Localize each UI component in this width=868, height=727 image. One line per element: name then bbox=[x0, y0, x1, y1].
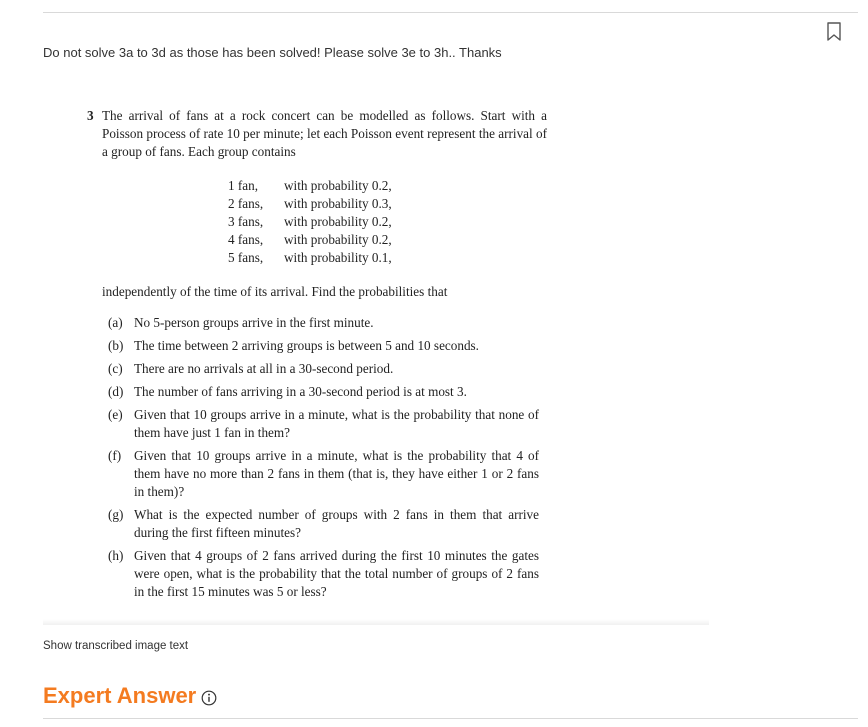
problem-outro: independently of the time of its arrival. Find the probabilities that bbox=[102, 284, 448, 299]
fan-count: 1 fan, bbox=[228, 178, 259, 193]
problem-part bbox=[108, 383, 539, 401]
problem-parts bbox=[108, 314, 539, 606]
top-divider bbox=[43, 12, 858, 13]
part-text: Given that 10 groups arrive in a minute, what is the probability that 4 of them have no more than 2 fans in them (that is, they have either 1 or 2 fans in them)? bbox=[134, 448, 539, 499]
problem-intro-text: The arrival of fans at a rock concert can be modelled as follows. Start with a Poisson process of rate 10 per minute; let each Poisson event represent the arrival of a group of fans. Each group contains bbox=[102, 108, 547, 159]
expert-answer-heading bbox=[43, 683, 217, 709]
part-text: Given that 4 groups of 2 fans arrived during the first 10 minutes the gates were open, what is the probability that the total number of groups of 2 fans in the first 15 minutes was 5 or less? bbox=[134, 548, 539, 599]
part-text: There are no arrivals at all in a 30-second period. bbox=[134, 361, 394, 376]
part-label: (b) bbox=[108, 338, 124, 353]
problem-part bbox=[108, 447, 539, 501]
info-icon[interactable] bbox=[201, 690, 217, 706]
part-text: The number of fans arriving in a 30-second period is at most 3. bbox=[134, 384, 467, 399]
fan-count: 2 fans, bbox=[228, 196, 264, 211]
part-label: (c) bbox=[108, 361, 123, 376]
part-label: (g) bbox=[108, 507, 124, 522]
fan-count: 3 fans, bbox=[228, 214, 264, 229]
part-label: (a) bbox=[108, 315, 123, 330]
image-bottom-edge bbox=[43, 619, 709, 625]
probability-value: with probability 0.1, bbox=[284, 250, 392, 265]
part-label: (f) bbox=[108, 448, 122, 463]
probability-row bbox=[228, 177, 392, 195]
bottom-divider bbox=[43, 718, 858, 719]
part-text: Given that 10 groups arrive in a minute, what is the probability that none of them have just 1 fan in them? bbox=[134, 407, 539, 440]
probability-value: with probability 0.2, bbox=[284, 232, 392, 247]
problem-intro bbox=[87, 107, 547, 161]
fan-count: 5 fans, bbox=[228, 250, 264, 265]
problem-part bbox=[108, 314, 539, 332]
part-text: No 5-person groups arrive in the first minute. bbox=[134, 315, 374, 330]
part-text: What is the expected number of groups with 2 fans in them that arrive during the first fifteen minutes? bbox=[134, 507, 539, 540]
fan-count: 4 fans, bbox=[228, 232, 264, 247]
problem-number: 3 bbox=[87, 108, 94, 123]
show-transcribed-link[interactable]: Show transcribed image text bbox=[43, 640, 189, 652]
bookmark-icon[interactable] bbox=[826, 22, 842, 42]
part-text: The time between 2 arriving groups is between 5 and 10 seconds. bbox=[134, 338, 479, 353]
problem-part bbox=[108, 360, 539, 378]
probability-value: with probability 0.2, bbox=[284, 178, 392, 193]
part-label: (e) bbox=[108, 407, 123, 422]
probability-value: with probability 0.2, bbox=[284, 214, 392, 229]
expert-answer-title: Expert Answer bbox=[43, 683, 197, 708]
problem-part bbox=[108, 547, 539, 601]
problem-image bbox=[43, 95, 709, 625]
problem-part bbox=[108, 337, 539, 355]
probability-row bbox=[228, 195, 392, 213]
probability-row bbox=[228, 213, 392, 231]
probability-table bbox=[228, 177, 392, 267]
probability-row bbox=[228, 249, 392, 267]
part-label: (d) bbox=[108, 384, 124, 399]
probability-value: with probability 0.3, bbox=[284, 196, 392, 211]
part-label: (h) bbox=[108, 548, 124, 563]
problem-part bbox=[108, 406, 539, 442]
question-text: Do not solve 3a to 3d as those has been solved! Please solve 3e to 3h.. Thanks bbox=[43, 45, 502, 60]
problem-part bbox=[108, 506, 539, 542]
probability-row bbox=[228, 231, 392, 249]
